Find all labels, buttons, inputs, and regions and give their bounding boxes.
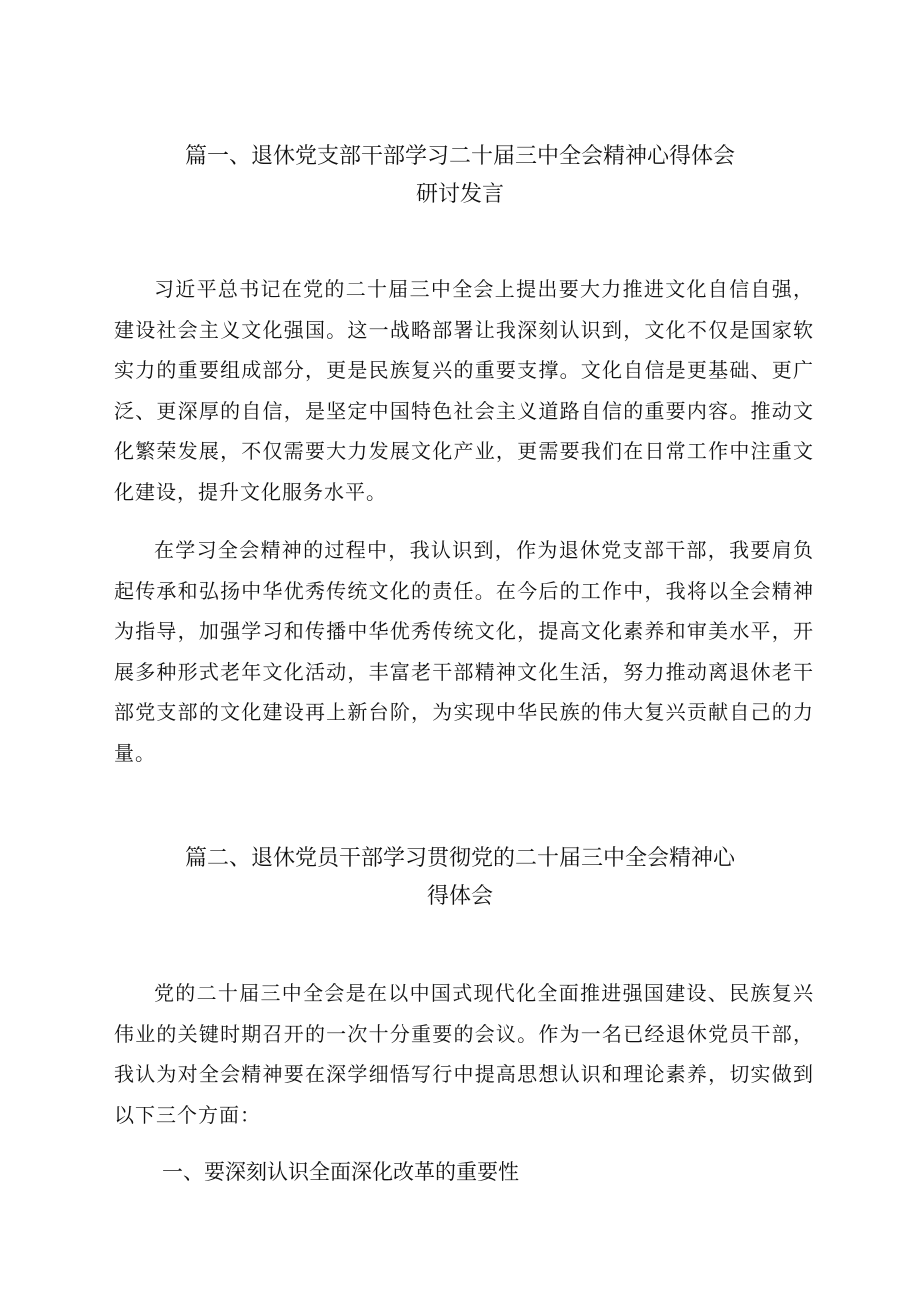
section1-title-line1: 篇一、退休党支部干部学习二十届三中全会精神心得体会 xyxy=(184,144,735,169)
section1-title xyxy=(0,138,920,214)
section2-title-line1: 篇二、退休党员干部学习贯彻党的二十届三中全会精神心 xyxy=(184,846,735,871)
section2-title-line2: 得体会 xyxy=(426,884,493,909)
section1-title-line2: 研讨发言 xyxy=(415,182,504,207)
section2-subheading: 一、要深刻认识全面深化改革的重要性 xyxy=(162,1160,519,1184)
section2-paragraph-1: 党的二十届三中全会是在以中国式现代化全面推进强国建设、民族复兴伟业的关键时期召开的一次十分重要的会议。作为一名已经退休党员干部，我认为对全会精神要在深学细悟写行中提高思想认识和理论素养，切实做到以下三个方面： xyxy=(114,981,814,1127)
section1-paragraph-2: 在学习全会精神的过程中，我认识到，作为退休党支部干部，我要肩负起传承和弘扬中华优秀传统文化的责任。在今后的工作中，我将以全会精神为指导，加强学习和传播中华优秀传统文化，提高文化素养和审美水平，开展多种形式老年文化活动，丰富老干部精神文化生活，努力推动离退休老干部党支部的文化建设再上新台阶，为实现中华民族的伟大复兴贡献自己的力量。 xyxy=(114,538,814,765)
section1-paragraph-1: 习近平总书记在党的二十届三中全会上提出要大力推进文化自信自强，建设社会主义文化强国。这一战略部署让我深刻认识到，文化不仅是国家软实力的重要组成部分，更是民族复兴的重要支撑。文化自信是更基础、更广泛、更深厚的自信，是坚定中国特色社会主义道路自信的重要内容。推动文化繁荣发展，不仅需要大力发展文化产业，更需要我们在日常工作中注重文化建设，提升文化服务水平。 xyxy=(114,277,814,504)
section2-title xyxy=(0,840,920,916)
